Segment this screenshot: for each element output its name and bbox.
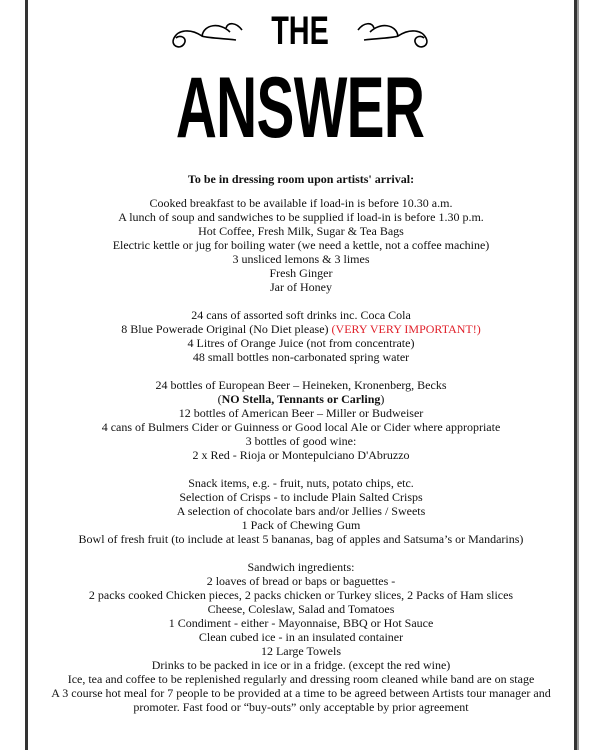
list-item: 48 small bottles non-carbonated spring water: [192, 350, 410, 364]
list-item: 4 Litres of Orange Juice (not from concentrate): [187, 336, 415, 350]
rider-content: [30, 172, 572, 728]
list-item: Drinks to be packed in ice or in a fridge. (except the red wine): [151, 658, 451, 672]
list-item: Hot Coffee, Fresh Milk, Sugar & Tea Bags: [198, 224, 404, 238]
list-item: A selection of chocolate bars and/or Jellies / Sweets: [176, 504, 426, 518]
logo-answer: ANSWER: [175, 60, 425, 156]
list-item: Sandwich ingredients:: [247, 560, 355, 574]
list-item: 1 Condiment - either - Mayonnaise, BBQ or Hot Sauce: [168, 616, 434, 630]
list-item: 4 cans of Bulmers Cider or Guinness or Good local Ale or Cider where appropriate: [101, 420, 501, 434]
list-item: A lunch of soup and sandwiches to be supplied if load-in is before 1.30 p.m.: [118, 210, 484, 224]
list-item: Selection of Crisps - to include Plain Salted Crisps: [179, 490, 423, 504]
list-item: [30, 322, 572, 336]
list-item: 3 bottles of good wine:: [245, 434, 357, 448]
list-item: Jar of Honey: [270, 280, 332, 294]
list-item: Clean cubed ice - in an insulated container: [198, 630, 404, 644]
section-catering: [30, 196, 572, 294]
list-item: 1 Pack of Chewing Gum: [241, 518, 361, 532]
important-note: (VERY VERY IMPORTANT!): [331, 322, 481, 336]
section-snacks: [30, 476, 572, 546]
page-shadow: [577, 0, 579, 750]
list-item: Fresh Ginger: [269, 266, 333, 280]
list-item: Cheese, Coleslaw, Salad and Tomatoes: [207, 602, 395, 616]
list-item: 2 packs cooked Chicken pieces, 2 packs chicken or Turkey slices, 2 Packs of Ham slices: [88, 588, 514, 602]
list-item: 12 bottles of American Beer – Miller or Budweiser: [178, 406, 424, 420]
section-sandwiches: [30, 560, 572, 714]
list-item: 3 unsliced lemons & 3 limes: [232, 252, 370, 266]
beer-exclusion-note: NO Stella, Tennants or Carling: [221, 392, 381, 406]
section-soft-drinks: [30, 308, 572, 364]
list-item: Ice, tea and coffee to be replenished regularly and dressing room cleaned while band are on stage: [67, 672, 535, 686]
list-item-text: 8 Blue Powerade Original (No Diet please): [121, 322, 332, 336]
section-heading: To be in dressing room upon artists' arrival:: [187, 172, 415, 186]
list-item: promoter. Fast food or “buy-outs” only acceptable by prior agreement: [133, 700, 469, 714]
list-item: 2 x Red - Rioja or Montepulciano D'Abruzzo: [192, 448, 410, 462]
list-item: 24 bottles of European Beer – Heineken, Kronenberg, Becks: [155, 378, 447, 392]
list-item: [30, 392, 572, 406]
paren-open: (: [217, 392, 222, 406]
section-alcohol: [30, 378, 572, 462]
list-item: Snack items, e.g. - fruit, nuts, potato chips, etc.: [188, 476, 414, 490]
list-item: Cooked breakfast to be available if load-in is before 10.30 a.m.: [149, 196, 453, 210]
list-item: 12 Large Towels: [260, 644, 342, 658]
list-item: Bowl of fresh fruit (to include at least 5 bananas, bag of apples and Satsuma’s or Mandarins): [78, 532, 524, 546]
page-border-left: [25, 0, 28, 750]
list-item: 2 loaves of bread or baps or baguettes -: [206, 574, 396, 588]
list-item: 24 cans of assorted soft drinks inc. Coca Cola: [191, 308, 411, 322]
list-item: Electric kettle or jug for boiling water (we need a kettle, not a coffee machine): [112, 238, 490, 252]
paren-close: ): [380, 392, 385, 406]
list-item: A 3 course hot meal for 7 people to be provided at a time to be agreed between Artists tour manager and: [51, 686, 551, 700]
logo-the: THE: [271, 9, 329, 53]
